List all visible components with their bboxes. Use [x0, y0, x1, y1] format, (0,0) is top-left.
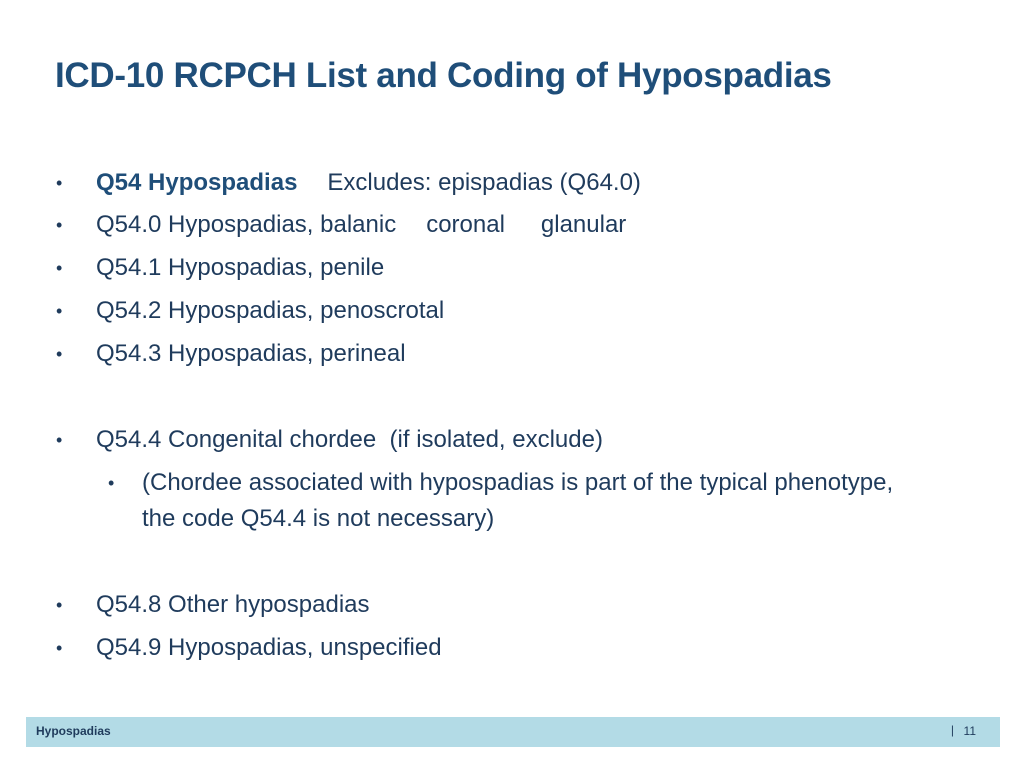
footer-separator: |	[950, 723, 954, 737]
bullet-dot: •	[56, 215, 63, 235]
variant-coronal: coronal	[426, 211, 505, 238]
excludes-note: Excludes: epispadias (Q64.0)	[327, 169, 641, 196]
footer-label: Hypospadias	[36, 724, 111, 738]
list-item-q54-4-note	[108, 465, 902, 537]
code-q54-1: Q54.1 Hypospadias, penile	[96, 254, 385, 281]
code-q54-4: Q54.4 Congenital chordee (if isolated, exclude)	[96, 426, 603, 453]
list-item-q54-0	[56, 207, 627, 243]
code-q54-3: Q54.3 Hypospadias, perineal	[96, 340, 406, 367]
list-item-q54-4	[56, 422, 603, 458]
bullet-dot: •	[56, 638, 63, 658]
bullet-dot: •	[56, 344, 63, 364]
list-item-q54-9	[56, 630, 442, 666]
list-item-q54-3	[56, 336, 406, 372]
code-q54: Q54 Hypospadias	[96, 169, 298, 196]
chordee-note: (Chordee associated with hypospadias is part of the typical phenotype, the code Q54.4 is not necessary)	[142, 469, 894, 532]
list-item-q54-2	[56, 293, 445, 329]
list-item-q54-1	[56, 250, 385, 286]
code-q54-8: Q54.8 Other hypospadias	[96, 591, 370, 618]
page-number: 11	[963, 724, 976, 738]
footer-bar	[26, 717, 1000, 747]
list-item-q54-8	[56, 587, 370, 623]
code-q54-0: Q54.0 Hypospadias, balanic	[96, 211, 397, 238]
page-title: ICD-10 RCPCH List and Coding of Hypospadias	[55, 56, 832, 95]
bullet-dot: •	[56, 595, 63, 615]
bullet-dot: •	[56, 258, 63, 278]
list-item-q54	[56, 165, 641, 201]
code-q54-9: Q54.9 Hypospadias, unspecified	[96, 634, 442, 661]
code-q54-2: Q54.2 Hypospadias, penoscrotal	[96, 297, 445, 324]
bullet-dot: •	[56, 430, 63, 450]
bullet-dot: •	[56, 301, 63, 321]
variant-glanular: glanular	[540, 211, 627, 238]
bullet-dot: •	[108, 473, 115, 493]
bullet-dot: •	[56, 173, 63, 193]
